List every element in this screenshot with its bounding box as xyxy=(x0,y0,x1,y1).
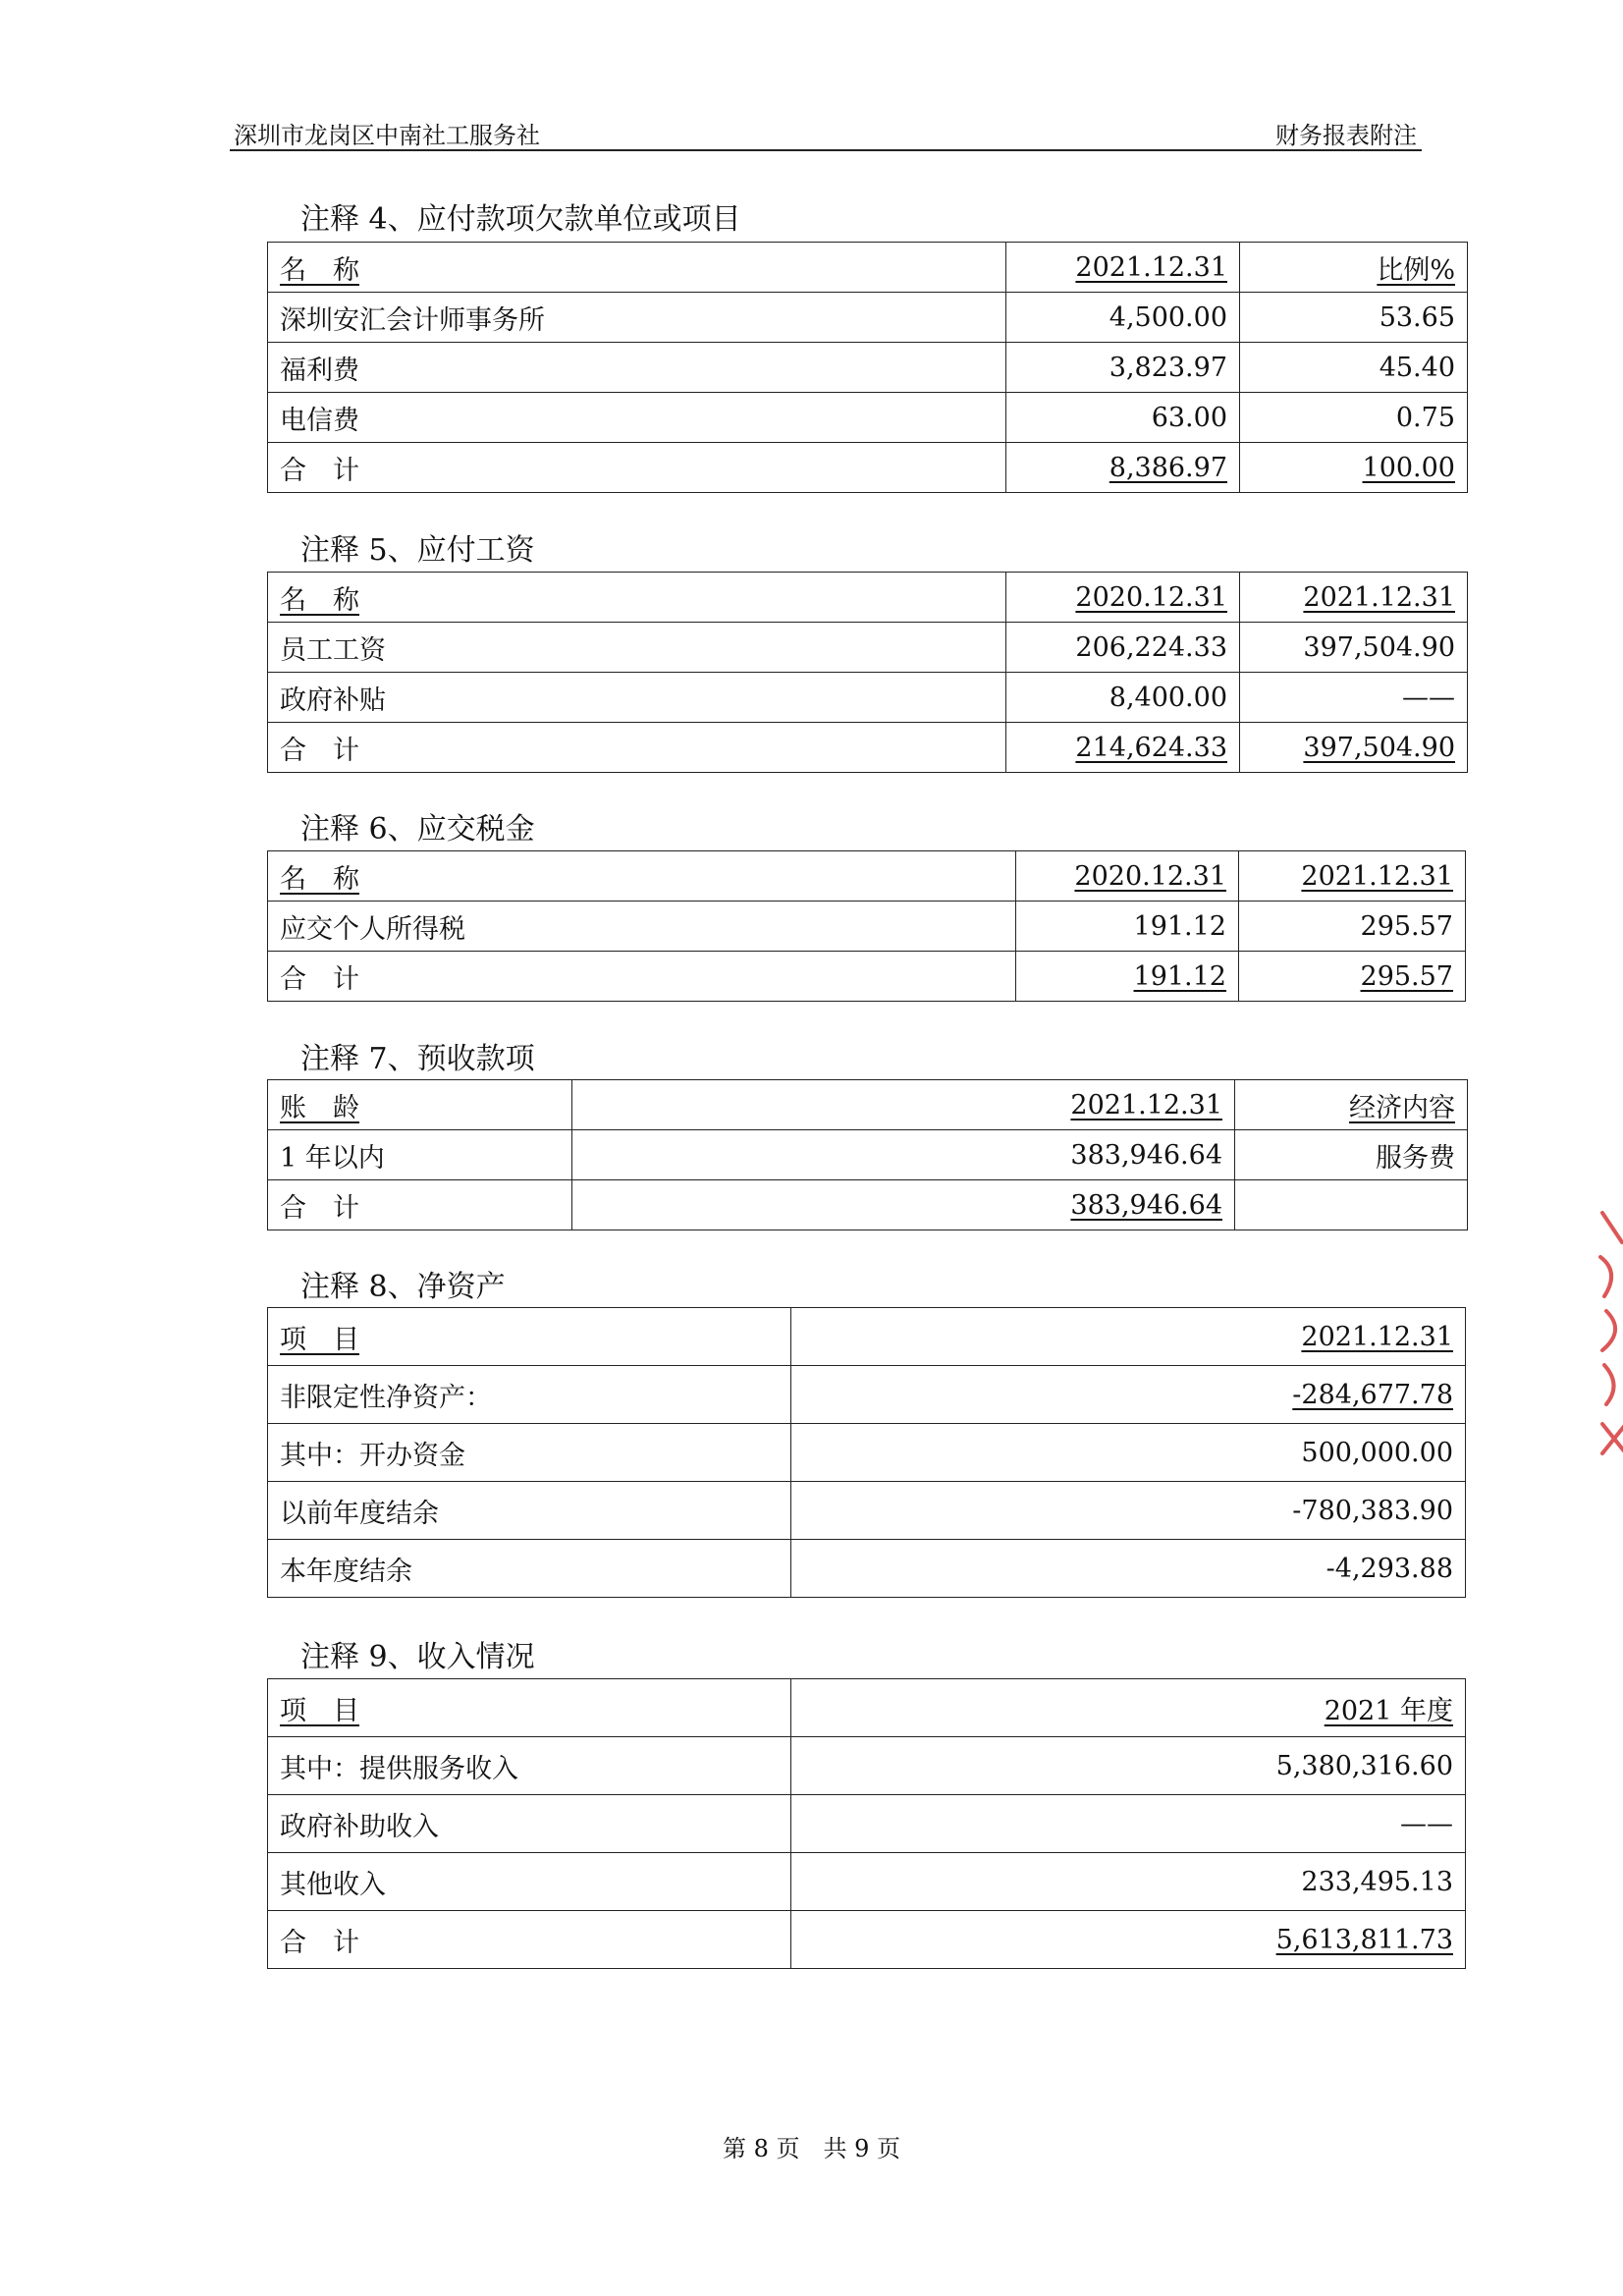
total-value-2020: 214,624.33 xyxy=(1075,732,1227,763)
table-row xyxy=(268,1795,1466,1853)
row-value: —— xyxy=(791,1795,1466,1853)
header-rule xyxy=(230,149,1422,151)
header-doc-title: 财务报表附注 xyxy=(1275,122,1417,149)
col-header-ratio: 比例% xyxy=(1377,254,1455,286)
total-label: 合 计 xyxy=(268,443,1006,493)
seal-stamp-fragment xyxy=(1593,1203,1623,1468)
table-row xyxy=(268,293,1468,343)
page-number: 第 8 页 共 9 页 xyxy=(722,2135,901,2162)
row-label: 政府补助收入 xyxy=(268,1795,791,1853)
row-label: 本年度结余 xyxy=(268,1540,791,1598)
table-row xyxy=(268,1853,1466,1911)
row-value: 3,823.97 xyxy=(1006,343,1240,393)
table-row xyxy=(268,902,1466,952)
table-row xyxy=(268,393,1468,443)
total-value: 383,946.64 xyxy=(1070,1189,1222,1221)
total-value: 5,613,811.73 xyxy=(1275,1924,1453,1955)
row-label: 应交个人所得税 xyxy=(268,902,1016,952)
table-row xyxy=(268,1424,1466,1482)
row-ratio: 0.75 xyxy=(1240,393,1468,443)
total-row xyxy=(268,443,1468,493)
row-ratio: 45.40 xyxy=(1240,343,1468,393)
total-ratio: 100.00 xyxy=(1362,452,1455,483)
seal-icon xyxy=(1593,1203,1623,1468)
row-label: 其中：提供服务收入 xyxy=(268,1737,791,1795)
col-header-date: 2021.12.31 xyxy=(1075,251,1227,283)
row-value-2020: 206,224.33 xyxy=(1006,623,1240,673)
row-value: -4,293.88 xyxy=(791,1540,1466,1598)
row-ratio: 53.65 xyxy=(1240,293,1468,343)
note5-table xyxy=(267,572,1468,773)
row-value: 4,500.00 xyxy=(1006,293,1240,343)
total-label: 合 计 xyxy=(268,952,1016,1002)
note5-title: 注释 5、应付工资 xyxy=(300,533,535,568)
row-value: 63.00 xyxy=(1006,393,1240,443)
row-value: -284,677.78 xyxy=(1292,1379,1453,1410)
note6-table xyxy=(267,850,1466,1002)
total-value-2021: 295.57 xyxy=(1360,960,1453,992)
col-header-year: 2021 年度 xyxy=(1324,1695,1453,1726)
row-label: 以前年度结余 xyxy=(268,1482,791,1540)
header-org: 深圳市龙岗区中南社工服务社 xyxy=(234,122,540,149)
row-label: 深圳安汇会计师事务所 xyxy=(268,293,1006,343)
total-row xyxy=(268,1911,1466,1969)
col-header-age: 账 龄 xyxy=(280,1092,359,1123)
note8-table xyxy=(267,1307,1466,1598)
note6-title: 注释 6、应交税金 xyxy=(300,812,535,847)
table-row xyxy=(268,1540,1466,1598)
table-row xyxy=(268,1737,1466,1795)
total-label: 合 计 xyxy=(268,1180,572,1230)
table-header-row xyxy=(268,1080,1468,1130)
table-header-row xyxy=(268,851,1466,902)
total-value-2021: 397,504.90 xyxy=(1303,732,1455,763)
col-header-content: 经济内容 xyxy=(1349,1092,1455,1123)
col-header-name: 名 称 xyxy=(280,863,359,895)
row-label: 政府补贴 xyxy=(268,673,1006,723)
col-header-2020: 2020.12.31 xyxy=(1075,581,1227,613)
total-content xyxy=(1235,1180,1468,1230)
col-header-2020: 2020.12.31 xyxy=(1074,860,1226,892)
note9-table xyxy=(267,1678,1466,1969)
note4-title: 注释 4、应付款项欠款单位或项目 xyxy=(300,202,741,237)
col-header-2021: 2021.12.31 xyxy=(1303,581,1455,613)
total-value: 8,386.97 xyxy=(1109,452,1227,483)
total-label: 合 计 xyxy=(268,723,1006,773)
row-label: 非限定性净资产： xyxy=(268,1366,791,1424)
total-value-2020: 191.12 xyxy=(1133,960,1226,992)
row-value-2021: —— xyxy=(1240,673,1468,723)
table-header-row xyxy=(268,573,1468,623)
col-header-name: 名 称 xyxy=(280,254,359,286)
row-value-2020: 191.12 xyxy=(1016,902,1239,952)
table-row xyxy=(268,1366,1466,1424)
table-header-row xyxy=(268,1679,1466,1737)
total-row xyxy=(268,952,1466,1002)
row-label: 福利费 xyxy=(268,343,1006,393)
note8-title: 注释 8、净资产 xyxy=(300,1270,506,1304)
table-row xyxy=(268,623,1468,673)
row-label: 员工工资 xyxy=(268,623,1006,673)
note4-table xyxy=(267,242,1468,493)
col-header-item: 项 目 xyxy=(280,1695,359,1726)
col-header-item: 项 目 xyxy=(280,1324,359,1355)
table-header-row xyxy=(268,1308,1466,1366)
row-label: 1 年以内 xyxy=(268,1130,572,1180)
col-header-date: 2021.12.31 xyxy=(1070,1089,1222,1121)
row-value-2020: 8,400.00 xyxy=(1006,673,1240,723)
row-value: 500,000.00 xyxy=(791,1424,1466,1482)
table-row xyxy=(268,673,1468,723)
row-value-2021: 295.57 xyxy=(1239,902,1466,952)
col-header-date: 2021.12.31 xyxy=(1301,1321,1453,1352)
row-value: 233,495.13 xyxy=(791,1853,1466,1911)
table-row xyxy=(268,1482,1466,1540)
row-value: 383,946.64 xyxy=(572,1130,1235,1180)
row-label: 其他收入 xyxy=(268,1853,791,1911)
note7-title: 注释 7、预收款项 xyxy=(300,1042,535,1076)
total-row xyxy=(268,723,1468,773)
col-header-name: 名 称 xyxy=(280,584,359,616)
row-label: 其中：开办资金 xyxy=(268,1424,791,1482)
table-row xyxy=(268,343,1468,393)
table-row xyxy=(268,1130,1468,1180)
row-value-2021: 397,504.90 xyxy=(1240,623,1468,673)
row-value: 5,380,316.60 xyxy=(791,1737,1466,1795)
total-row xyxy=(268,1180,1468,1230)
total-label: 合 计 xyxy=(268,1911,791,1969)
table-header-row xyxy=(268,243,1468,293)
note9-title: 注释 9、收入情况 xyxy=(300,1640,535,1674)
note7-table xyxy=(267,1079,1468,1230)
row-content: 服务费 xyxy=(1235,1130,1468,1180)
row-label: 电信费 xyxy=(268,393,1006,443)
row-value: -780,383.90 xyxy=(791,1482,1466,1540)
col-header-2021: 2021.12.31 xyxy=(1301,860,1453,892)
